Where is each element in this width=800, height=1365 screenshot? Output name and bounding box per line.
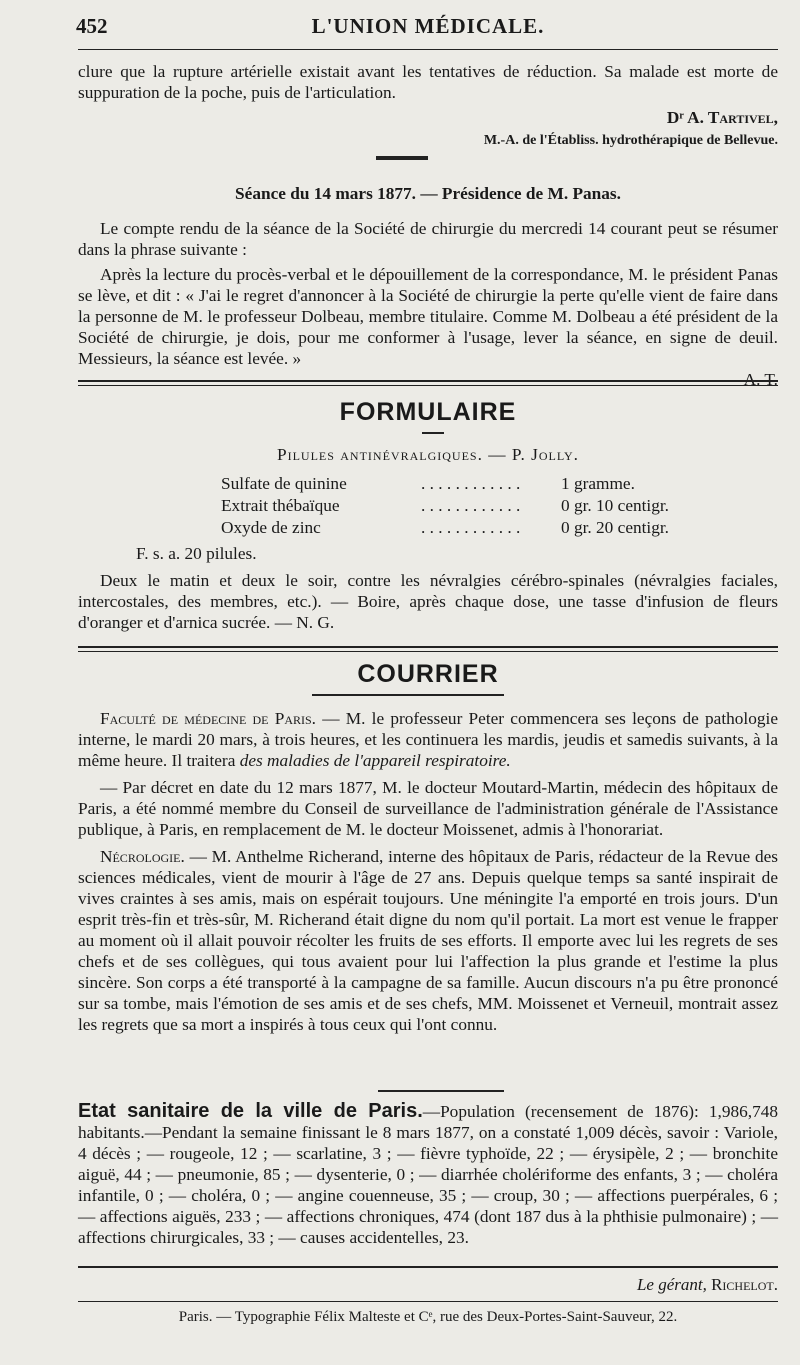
faculte-lead: Faculté de médecine de Paris. [100, 709, 316, 728]
formulaire-dash [422, 432, 444, 434]
ingredient-dots: . . . . . . . . . . . . [421, 496, 521, 515]
seance-title: Séance du 14 mars 1877. — Présidence de M. Panas. [235, 184, 621, 203]
courrier-underline [312, 694, 504, 696]
courrier-section [78, 708, 778, 1035]
intro-signature: Dʳ A. Tartivel, [666, 108, 778, 127]
necrologie-lead: Nécrologie. [100, 847, 185, 866]
ingredient-qty: 0 gr. 20 centigr. [561, 518, 669, 537]
printer-line: Paris. — Typographie Félix Malteste et Cᵉ, rue des Deux-Portes-Saint-Sauveur, 22. [178, 1309, 678, 1325]
double-rule-top [78, 646, 778, 648]
page-header [78, 14, 778, 40]
ingredient-qty: 0 gr. 10 centigr. [561, 496, 669, 515]
ingredient-name: Sulfate de quinine [221, 474, 347, 493]
intro-section [78, 61, 778, 151]
etat-text: —Population (recensement de 1876): 1,986,748 habitants.—Pendant la semaine finissant le 8 mars 1877, on a constaté 1,009 décès, savoir : Variole, 4 décès ; — rougeole, 12 ; — scarlatine, 3 ; — fièvre typhoïde, 22 ; — érysipèle, 2 ; — bronchite aiguë, 44 ; — pneumonie, 85 ; — dysenterie, 0 ; — diarrhée cholériforme des enfants, 3 ; — choléra infantile, 0 ; — choléra, 0 ; — angine couenneuse, 35 ; — croup, 30 ; — affections puerpérales, 6 ; — affections aiguës, 233 ; — affections chroniques, 474 (dont 187 dus à la phthisie pulmonaire) ; — affections chirurgicales, 33 ; — causes accidentelles, 23. [78, 1102, 778, 1247]
ingredient-row [221, 473, 778, 495]
intro-paragraph: clure que la rupture artérielle existait avant les tentatives de réduction. Sa malade est morte de suppuration de la poche, puis de l'articulation. [78, 62, 778, 102]
ingredient-dots: . . . . . . . . . . . . [421, 518, 521, 537]
intro-affiliation: M.-A. de l'Établiss. hydrothérapique de Bellevue. [483, 133, 778, 148]
footer-rule-2 [78, 1301, 778, 1302]
journal-title: L'UNION MÉDICALE. [311, 14, 545, 38]
page-number: 452 [76, 14, 108, 38]
ingredient-row [221, 495, 778, 517]
etat-paragraph [78, 1101, 778, 1248]
ingredient-dots: . . . . . . . . . . . . [421, 474, 521, 493]
section-divider [378, 1090, 504, 1092]
formulaire-title: FORMULAIRE [339, 398, 517, 426]
double-rule-top [78, 380, 778, 382]
double-rule-bottom [78, 385, 778, 386]
formulaire-subtitle: Pilules antinévralgiques. — P. Jolly. [277, 445, 579, 464]
necrologie-text: — M. Anthelme Richerand, interne des hôpitaux de Paris, rédacteur de la Revue des sciences médicales, vient de mourir à l'âge de 27 ans. Depuis quelque temps sa santé inspirait de vives craintes à ses amis, mais on espérait toujours. Une méningite l'a emporté en trois jours. D'un esprit très-fin et très-sûr, M. Richerand était digne du nom qu'il portait. La mort est venue le frapper au moment où il allait pouvoir récolter les fruits de ses efforts. Il emporte avec lui les regrets de ses chefs et de ses collègues, qui tous avaient pour lui l'affection la plus grande et l'estime la plus sincère. Son corps a été transporté à la campagne de sa famille. Aucun discours n'a pu être prononcé sur sa tombe, mais l'émotion de ses amis et de ses chefs, MM. Moissenet et Verneuil, montrait assez les regrets que sa mort a inspirés à tous ceux qui l'ont connu. [78, 847, 778, 1034]
seance-paragraph-1: Le compte rendu de la séance de la Société de chirurgie du mercredi 14 courant peut se résumer dans la phrase suivante : [78, 219, 778, 259]
faculte-italic: des maladies de l'appareil respiratoire. [239, 751, 511, 770]
formulaire-section [78, 444, 778, 633]
header-rule [78, 49, 778, 50]
section-divider [376, 156, 428, 160]
seance-paragraph-2: Après la lecture du procès-verbal et le dépouillement de la correspondance, M. le président Panas se lève, et dit : « J'ai le regret d'annoncer à la Société de chirurgie la perte qu'elle vient de faire dans la personne de M. le professeur Dolbeau, membre titulaire. Comme M. Dolbeau a été président de la Société de chirurgie, je dois, pour me conformer à l'usage, lever la séance, en signe de deuil. Messieurs, la séance est levée. » [78, 265, 778, 368]
ingredient-name: Oxyde de zinc [221, 518, 321, 537]
faculte-paragraph [78, 708, 778, 771]
etat-title: Etat sanitaire de la ville de Paris. [78, 1100, 423, 1122]
etat-section [78, 1101, 778, 1248]
courrier-title: COURRIER [357, 660, 499, 688]
ingredient-row [221, 517, 778, 539]
double-rule-bottom [78, 651, 778, 652]
faculte-text: — M. le professeur Peter commencera ses leçons de pathologie interne, le mardi 20 mars, à trois heures, et les continuera les mardis, jeudis et samedis suivants, à la même heure. Il traitera [78, 709, 778, 770]
gerant-name: Richelot. [711, 1275, 778, 1294]
seance-initials: A. T. [743, 370, 778, 389]
decret-paragraph: — Par décret en date du 12 mars 1877, M. le docteur Moutard-Martin, médecin des hôpitaux de Paris, a été nommé membre du Conseil de surveillance de l'administration générale de l'Assistance publique, à Paris, en remplacement de M. le docteur Moissenet, admis à l'honorariat. [78, 778, 778, 839]
ingredient-name: Extrait thébaïque [221, 496, 340, 515]
seance-section [78, 183, 778, 390]
necrologie-paragraph [78, 846, 778, 1035]
ingredient-qty: 1 gramme. [561, 474, 635, 493]
formulaire-fs: F. s. a. 20 pilules. [136, 544, 257, 563]
gerant-label: Le gérant, [636, 1275, 707, 1294]
ingredient-list [221, 473, 778, 539]
footer-rule [78, 1266, 778, 1268]
gerant-line [78, 1275, 778, 1295]
formulaire-instructions: Deux le matin et deux le soir, contre les névralgies cérébro-spinales (névralgies faciales, intercostales, des membres, etc.). — Boire, après chaque dose, une tasse d'infusion de fleurs d'oranger et d'arnica sucrée. — N. G. [78, 571, 778, 632]
